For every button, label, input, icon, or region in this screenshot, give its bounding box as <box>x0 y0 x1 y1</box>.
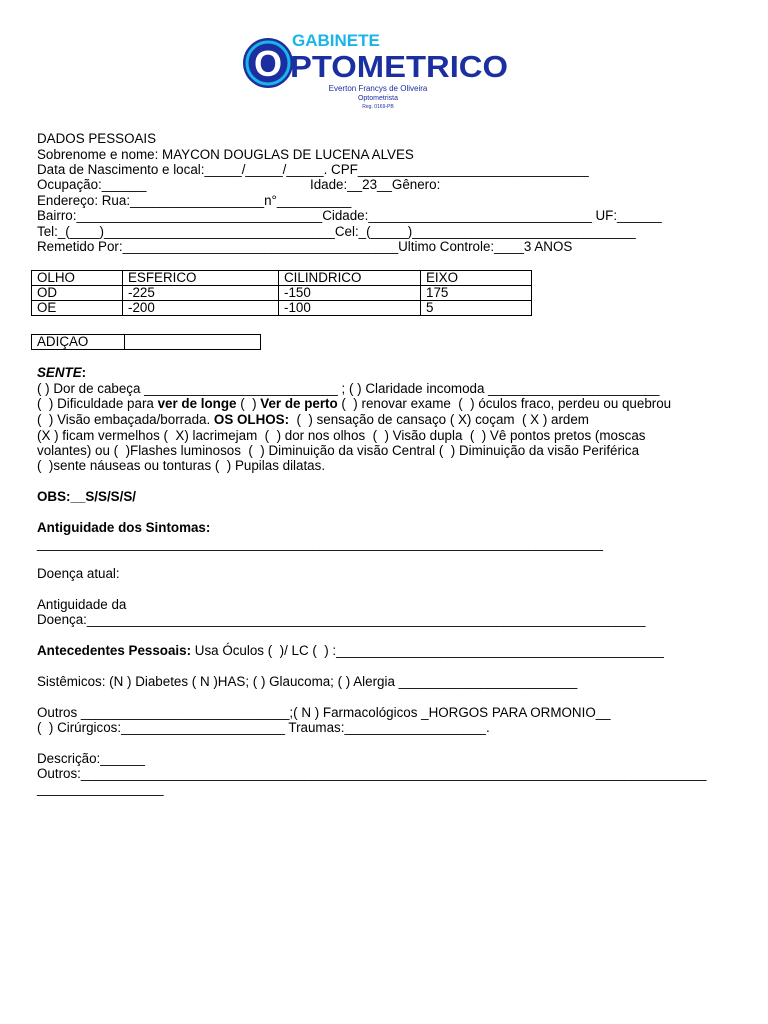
field-nome: Sobrenome e nome: MAYCON DOUGLAS DE LUCENA ALVES <box>37 147 414 162</box>
obs-field: OBS:__S/S/S/S/ <box>37 489 136 504</box>
sente-heading <box>37 365 86 380</box>
sente-line-1: ( ) Dor de cabeça __________________________ ; ( ) Claridade incomoda _______________________ <box>37 381 660 396</box>
logo-name: Everton Francys de Oliveira <box>328 84 428 93</box>
antecedentes-label: Antecedentes Pessoais: <box>37 643 192 658</box>
os-olhos-label: OS OLHOS: <box>213 412 290 427</box>
doenca-atual-label: Doença atual: <box>37 566 120 581</box>
outros-field: Outros:____________________________________________________________________________________ <box>37 766 707 781</box>
cell-olho: OE <box>32 301 123 316</box>
outros-farmacologicos-field: Outros ____________________________;( N ) Farmacológicos _HORGOS PARA ORMONIO__ <box>37 705 611 720</box>
header-cilindrico: CILINDRICO <box>279 271 421 286</box>
field-remetido-controle: Remetido Por:_____________________________________Ultimo Controle:____3 ANOS <box>37 239 573 254</box>
ver-de-longe: ver de longe <box>157 396 237 411</box>
adicao-label: ADIÇAO <box>32 335 125 350</box>
sente-line-2-a: ( ) Dificuldade para <box>37 396 158 411</box>
table-header-row <box>32 271 532 286</box>
sente-line-3-a: ( ) Visão embaçada/borrada. <box>37 412 214 427</box>
sente-line-2 <box>37 396 671 411</box>
cell-esferico: -225 <box>123 286 279 301</box>
header-eixo: EIXO <box>421 271 532 286</box>
sente-line-2-e: ( ) renovar exame ( ) óculos fraco, perdeu ou quebrou <box>337 396 672 411</box>
field-tel-cel: Tel:_(____)_______________________________Cel:_(_____)______________________________ <box>37 224 636 239</box>
outros-field-continuation: _________________ <box>37 781 164 796</box>
cirurgicos-traumas-field: ( ) Cirúrgicos:______________________ Traumas:___________________. <box>37 720 490 735</box>
cell-eixo: 5 <box>421 301 532 316</box>
field-nascimento-cpf: Data de Nascimento e local:_____/_____/_____. CPF_______________________________ <box>37 162 589 177</box>
antiguidade-doenca-label: Antiguidade da <box>37 597 127 612</box>
antecedentes-pessoais <box>37 643 664 658</box>
logo-word-optometrico: PTOMETRICO <box>290 49 508 84</box>
antecedentes-text: Usa Óculos ( )/ LC ( ) :____________________________________________ <box>191 643 664 658</box>
cell-olho: OD <box>32 286 123 301</box>
section-heading-dados: DADOS PESSOAIS <box>37 131 157 146</box>
header-olho: OLHO <box>32 271 123 286</box>
sente-line-2-c: ( ) <box>236 396 261 411</box>
antiguidade-doenca-line: Doença:___________________________________________________________________________ <box>37 612 646 627</box>
adicao-table <box>31 334 261 350</box>
logo-letter: O <box>253 43 283 84</box>
sente-line-4: (X ) ficam vermelhos ( X) lacrimejam ( ) dor nos olhos ( ) Visão dupla ( ) Vê pontos pretos (moscas <box>37 428 646 443</box>
cell-cilindrico: -150 <box>279 286 421 301</box>
cell-cilindrico: -100 <box>279 301 421 316</box>
cell-eixo: 175 <box>421 286 532 301</box>
optometric-office-logo <box>238 30 510 112</box>
sente-line-6: ( )sente náuseas ou tonturas ( ) Pupilas dilatas. <box>37 458 326 473</box>
field-idade-genero: Idade:__23__Gênero: <box>310 177 441 192</box>
field-bairro-cidade-uf: Bairro:_________________________________Cidade:______________________________ UF:______ <box>37 208 662 223</box>
logo-reg: Reg. 0169-PB <box>362 104 394 110</box>
sente-colon: : <box>81 365 87 380</box>
cell-esferico: -200 <box>123 301 279 316</box>
table-row <box>32 286 532 301</box>
field-ocupacao: Ocupação:______ <box>37 177 147 192</box>
sente-line-3 <box>37 412 589 427</box>
header-esferico: ESFERICO <box>123 271 279 286</box>
logo-title: Optometrista <box>357 95 399 102</box>
refraction-table <box>31 270 532 316</box>
sistemicos-field: Sistêmicos: (N ) Diabetes ( N )HAS; ( ) Glaucoma; ( ) Alergia ________________________ <box>37 674 578 689</box>
adicao-value <box>125 335 261 350</box>
sente-line-5: volantes) ou ( )Flashes luminosos ( ) Diminuição da visão Central ( ) Diminuição da visão Periférica <box>37 443 640 458</box>
table-row <box>32 301 532 316</box>
sente-title: SENTE <box>37 365 82 380</box>
antiguidade-sintomas-label: Antiguidade dos Sintomas: <box>37 520 211 535</box>
ver-de-perto: Ver de perto <box>260 396 338 411</box>
antiguidade-sintomas-line: ____________________________________________________________________________ <box>37 536 603 551</box>
sente-line-3-c: ( ) sensação de cansaço ( X) coçam ( X ) ardem <box>289 412 589 427</box>
descricao-field: Descrição:______ <box>37 751 145 766</box>
logo-word-gabinete: GABINETE <box>292 31 380 50</box>
field-endereco: Endereço: Rua:__________________n°__________ <box>37 193 352 208</box>
